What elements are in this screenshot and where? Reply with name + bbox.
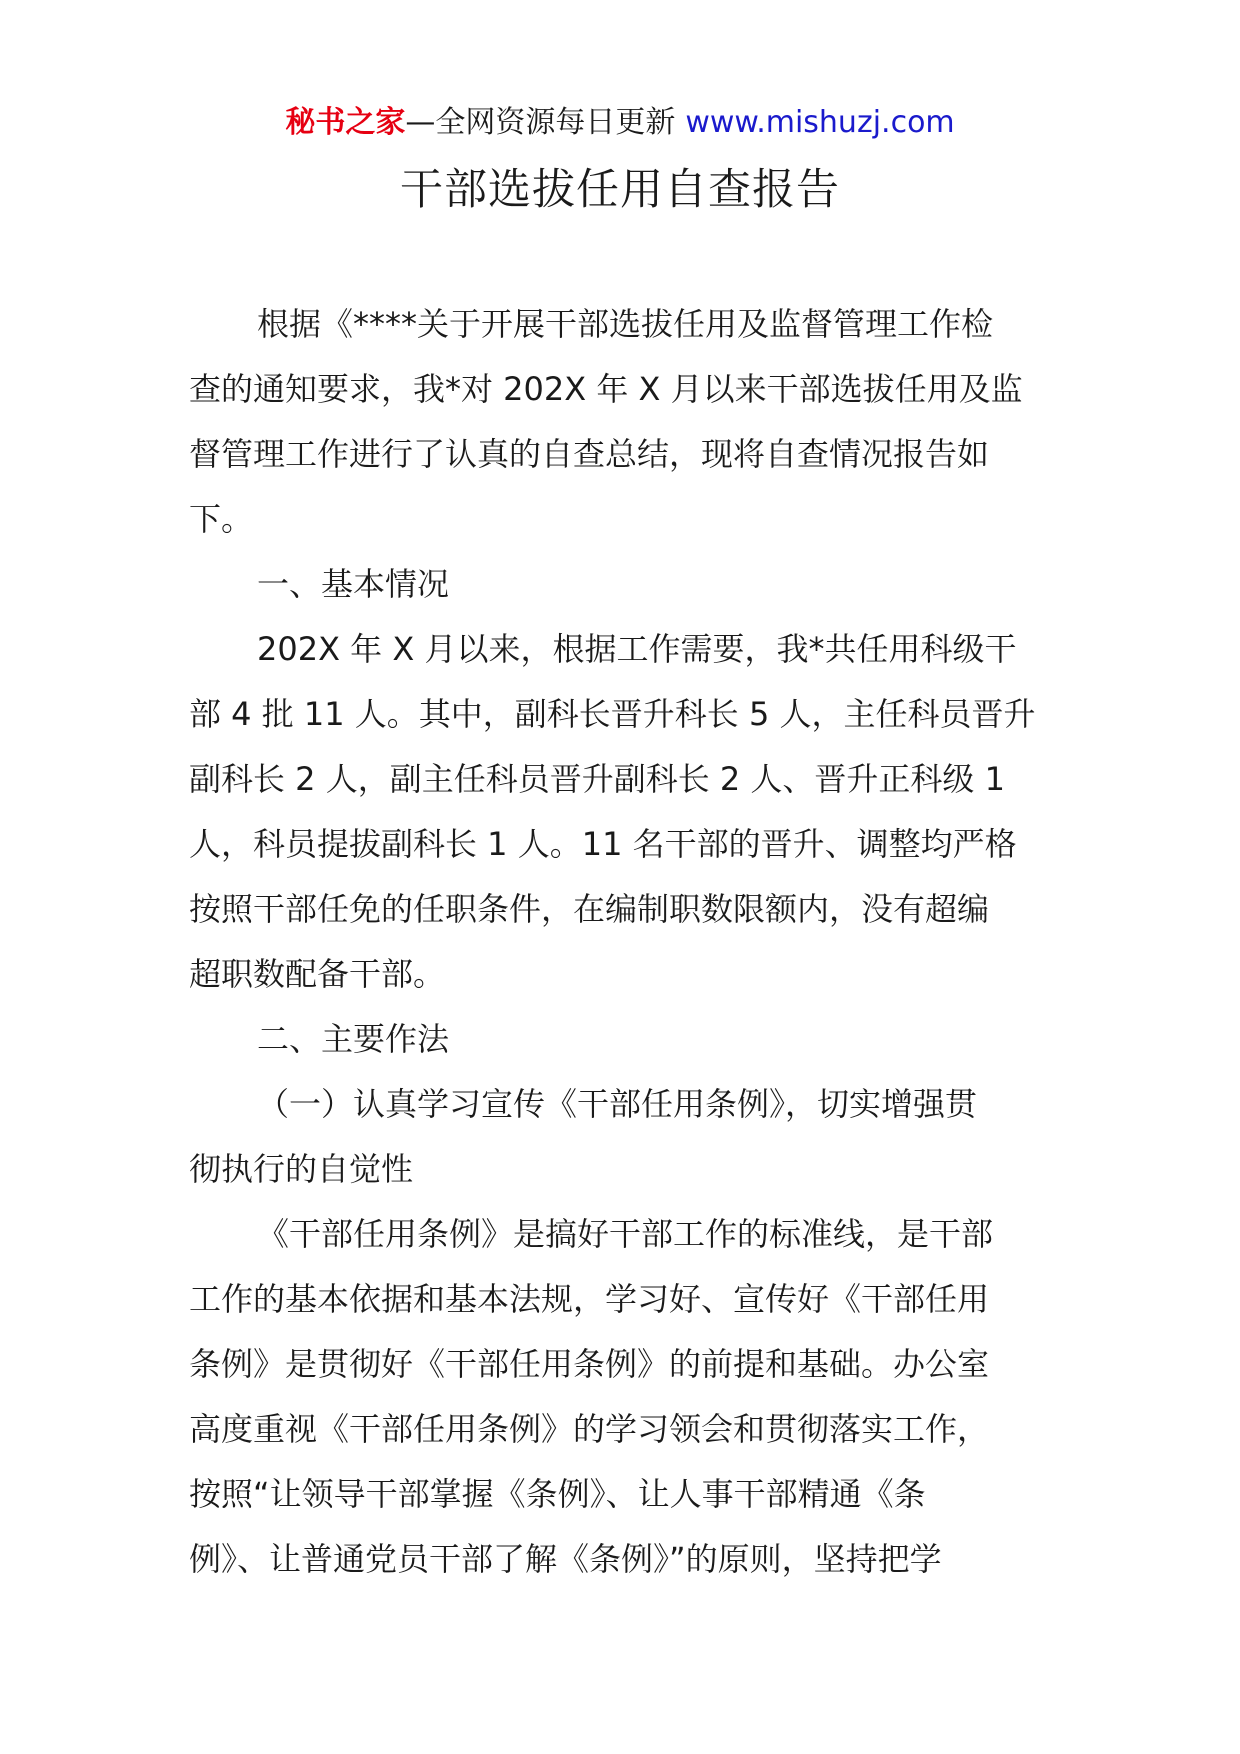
paragraph-line: 条例》是贯彻好《干部任用条例》的前提和基础。办公室: [189, 1345, 990, 1383]
paragraph-line: 人，科员提拔副科长 1 人。11 名干部的晋升、调整均严格: [189, 825, 1017, 863]
paragraph-line: 副科长 2 人，副主任科员晋升副科长 2 人、晋升正科级 1: [189, 760, 1005, 798]
paragraph-line: 部 4 批 11 人。其中，副科长晋升科长 5 人，主任科员晋升: [189, 695, 1036, 733]
subsection-heading-continued: 彻执行的自觉性: [189, 1150, 414, 1188]
paragraph-line: 高度重视《干部任用条例》的学习领会和贯彻落实工作，: [189, 1410, 990, 1448]
paragraph-line: 202X 年 X 月以来，根据工作需要，我*共任用科级干: [257, 630, 1017, 668]
paragraph-line: 按照干部任免的任职条件，在编制职数限额内，没有超编: [189, 890, 990, 928]
section-heading-main-practices: 二、主要作法: [257, 1020, 450, 1058]
subsection-heading: （一）认真学习宣传《干部任用条例》，切实增强贯: [257, 1085, 978, 1123]
site-tagline: —全网资源每日更新: [405, 105, 676, 140]
document-title: 干部选拔任用自查报告: [400, 165, 840, 215]
paragraph-line: 督管理工作进行了认真的自查总结，现将自查情况报告如: [189, 435, 990, 473]
site-brand: 秘书之家: [285, 105, 406, 140]
site-header: [0, 103, 1240, 143]
paragraph-line: 工作的基本依据和基本法规，学习好、宣传好《干部任用: [189, 1280, 990, 1318]
paragraph-line: 《干部任用条例》是搞好干部工作的标准线，是干部: [257, 1215, 994, 1253]
paragraph-line: 查的通知要求，我*对 202X 年 X 月以来干部选拔任用及监: [189, 370, 1023, 408]
document-body: [189, 292, 1059, 1592]
paragraph-line: 下。: [189, 500, 254, 538]
paragraph-line: 按照“让领导干部掌握《条例》、让人事干部精通《条: [189, 1475, 926, 1513]
section-heading-basic-situation: 一、基本情况: [257, 565, 450, 603]
paragraph-line: 例》、让普通党员干部了解《条例》”的原则，坚持把学: [189, 1540, 942, 1578]
paragraph-line: 根据《****关于开展干部选拔任用及监督管理工作检: [257, 305, 994, 343]
site-url-link[interactable]: www.mishuzj.com: [685, 105, 955, 140]
paragraph-line: 超职数配备干部。: [189, 955, 446, 993]
